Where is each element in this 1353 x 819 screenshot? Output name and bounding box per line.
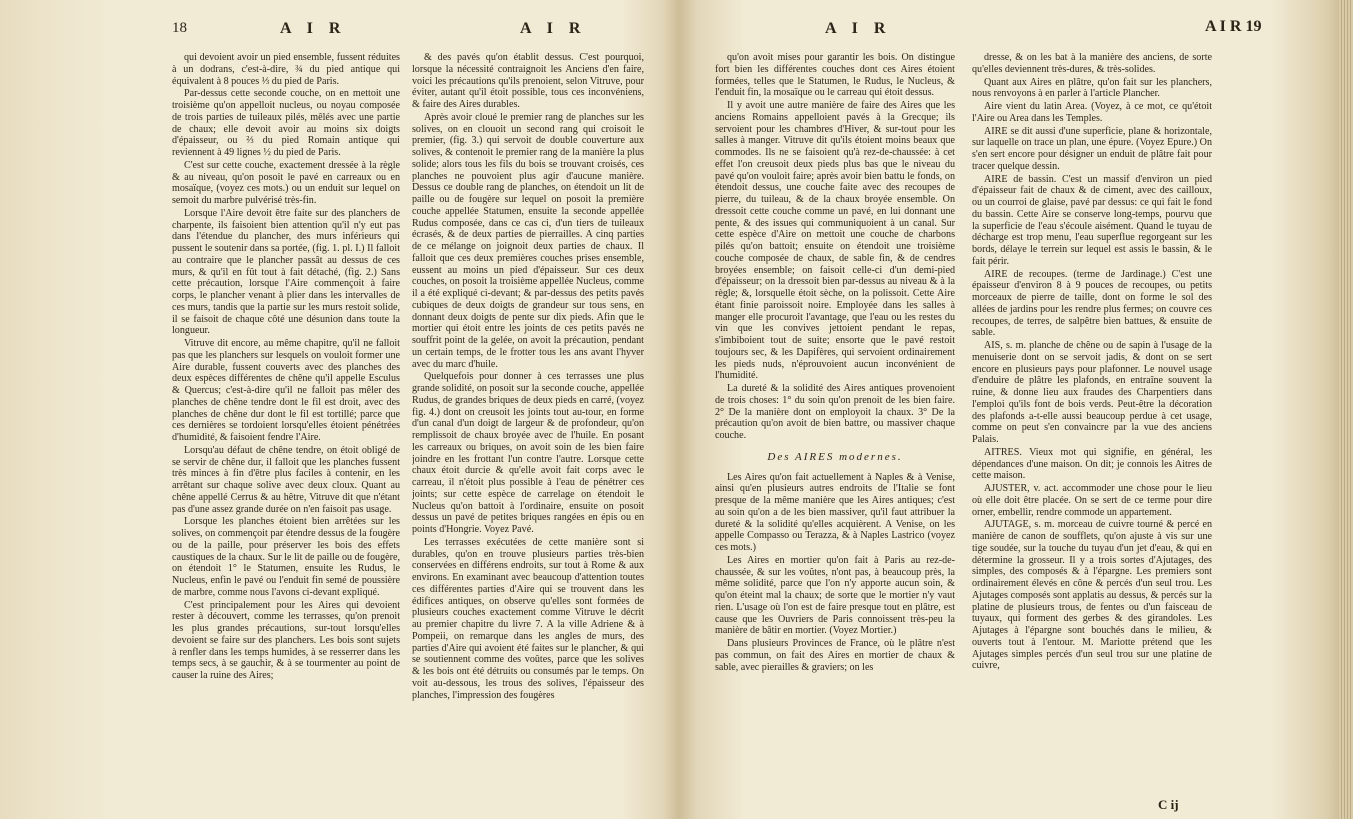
paragraph: dresse, & on les bat à la manière des anciens, de sorte qu'elles deviennent très-dures, & très-solides. xyxy=(972,52,1212,75)
right-page xyxy=(690,0,1295,819)
paragraph: Dans plusieurs Provinces de France, où le plâtre n'est pas commun, on fait des Aires en mortier de chaux & sable, avec pierailles & graviers; on les xyxy=(715,638,955,673)
paragraph: Il y avoit une autre manière de faire des Aires que les anciens Romains appelloient pavés à la Grecque; ils servoient pour les chambres d'Hiver, & sur-tout pour les salles à manger. Vitruve dit qu'ils étoient moins beaux que commodes. Ils ne se faisoient qu'à rez-de-chaussée: à cet effet l'on creusoit deux pieds plus bas que le niveau du pavé qu'on vouloit faire; après avoir bien battu le fonds, on étendoit dessus, une couche faite avec des recoupes de pierre, du tuileau, & de la chaux broyée ensemble. On dressoit cette couche comme un pavé, en lui donnant une pente, & des issues qui communiquoient à un canal. Sur cette espèce d'Aire on mettoit une couche de charbons pilés qu'on battoit; ensuite on étendoit une troisième couche composée de chaux, de sable fin, & de cendres broyées ensemble; on faisoit celle-ci d'un demi-pied d'épaisseur; on la dressoit bien par-dessus au niveau & à la règle; &, lorsquelle étoit sèche, on la polissoit. Cette Aire étant finie paroissoit noire. Employée dans les salles à manger elle procuroit l'avantage, que l'eau ou les restes du vin que les convives jettoient pendant le repas, s'imbiboient tout de suite; ensorte que le pavé restoit toujours sec, & les Dapifères, qui servoient ordinairement les pieds nuds, n'éprouvoient aucun inconvénient de l'humidité. xyxy=(715,100,955,382)
paragraph: C'est principalement pour les Aires qui devoient rester à découvert, comme les terrasses, qu'on prenoit les plus grandes précautions, sur-tout lorsqu'elles devoient se faire sur des planchers. Les bois sont sujets à renfler dans les temps humides, à se resserrer dans les temps secs, à se gauchir, & à se tourmenter au point de causer la ruine des Aires; xyxy=(172,599,400,681)
left-page xyxy=(120,0,665,819)
paragraph: Lorsqu'au défaut de chêne tendre, on étoit obligé de se servir de chêne dur, il falloit que les planches fussent très minces à fin d'être plus faciles à contenir, en les arrêtant sur chaque solive avec deux cloux. Quant au chêne appellé Cerrus & au hêtre, Vitruve dit que n'étant pas d'une assez grande durée on n'en faisoit pas usage. xyxy=(172,444,400,515)
paragraph: Lorsque l'Aire devoit être faite sur des planchers de charpente, ils faisoient bien attention qu'il n'y eut pas dans l'étendue du plancher, des murs inférieurs qui pussent le soutenir dans sa portée, (fig. 1. pl. I.) Il falloit au contraire que le plancher passât au dessus de ces murs, & qu'il en fût tout à fait détaché, (fig. 2.) Sans cette précaution, lorsque l'Aire commençoit à faire corps, le plancher venant à plier dans les intervalles de ces murs, tandis que la partie sur les murs restoit solide, il se faisoit de chaque côté une désunion dans toute la longueur. xyxy=(172,207,400,337)
paragraph: Quant aux Aires en plâtre, qu'on fait sur les planchers, nous renvoyons à en parler à l'article Plancher. xyxy=(972,76,1212,100)
paragraph: AIS, s. m. planche de chêne ou de sapin à l'usage de la menuiserie dont on se servoit jadis, & dont on se sert encore en plusieurs pays pour plafonner. Le nouvel usage d'enduire de plâtre les plafonds, en entraîne souvent la ruine, & donne lieu aux fraudes des Charpentiers dans l'emploi qu'ils font de bois verds. Peut-être la décoration des plafonds a-t-elle aussi beaucoup perdue à cet usage, comme on peut s'en convaincre par la vue des anciens Palais. xyxy=(972,340,1212,445)
left-column-1 xyxy=(172,52,400,805)
paragraph: Lorsque les planches étoient bien arrêtées sur les solives, on commençoit par étendre dessus de la fougère ou de la paille, pour préserver les bois des effets caustiques de la chaux. Sur le lit de paille ou de fougère, on étendoit 1° le Statumen, ensuite les Rudus, le Nucleus, enfin le pavé ou l'enduit fin semé de poussière de marbre, comme nous l'avons ci-devant expliqué. xyxy=(172,516,400,598)
paragraph: Les Aires en mortier qu'on fait à Paris au rez-de-chaussée, & sur les voûtes, n'ont pas, à beaucoup près, la même solidité, parce que l'on n'y apporte aucun soin, & qu'on éteint mal la chaux; de sorte que le mortier n'y vaut rien. L'usage où l'on est de faire presque tout en plâtre, est cause que les Ouvriers de Paris connoissent très-peu la manière de bâtir en mortier. (Voyez Mortier.) xyxy=(715,554,955,637)
catchword-mark: A I R 19 xyxy=(1205,18,1262,35)
paragraph: AJUSTER, v. act. accommoder une chose pour le lieu où elle doit être placée. On se sert de ce terme pour dire orner, embellir, rendre commode un appartement. xyxy=(972,483,1212,518)
paragraph: Les terrasses exécutées de cette manière sont si durables, qu'on en trouve plusieurs parties très-bien conservées en différens endroits, sur tout à Rome & aux environs. En examinant avec beaucoup d'attention toutes ces différentes parties d'Aire qui se trouvent dans les édifices antiques, on observe qu'elles sont formées de plusieurs couches exactement comme Vitruve le décrit au premier chapitre du livre 7. A la ville Adriene & à Pompeii, on remarque dans les angles de murs, des parties d'Aire qui avoient été faites sur le plancher, & qui se soutiennent comme des voûtes, parce que les solives & les bois ont été détruits ou consumés par le temps. On voit au-dessous, les trous des solives, l'épaisseur des planches, l'impression des fougères xyxy=(412,536,644,701)
paragraph: La dureté & la solidité des Aires antiques provenoient de trois choses: 1° du soin qu'on prenoit de les bien faire. 2° De la manière dont on employoit la chaux. 3° De la précaution qu'on avoit de bien battre, ou massiver chaque couche. xyxy=(715,383,955,441)
right-page-header xyxy=(690,20,1295,46)
right-column-1 xyxy=(715,52,955,805)
paragraph: Aire vient du latin Area. (Voyez, à ce mot, ce qu'étoit l'Aire ou Area dans les Temples. xyxy=(972,101,1212,124)
paragraph: Les Aires qu'on fait actuellement à Naples & à Venise, ainsi qu'en plusieurs autres endroits de l'Italie se font presque de la même manière que les Aires antiques; c'est au soin qu'on a de les bien massiver, qu'il faut attribuer la dureté & la solidité qu'elles acquièrent. A Venise, on les appelle Compasso ou Terazza, & à Naples Lastrico (voyez ces mots.) xyxy=(715,471,955,553)
page-signature: C ij xyxy=(1158,797,1179,812)
running-title-left-2: A I R xyxy=(520,20,587,37)
page-edges xyxy=(1339,0,1353,819)
paragraph: qui devoient avoir un pied ensemble, fussent réduites à un dodrans, c'est-à-dire, ¾ du pied antique qui équivalent à 8 pouces ⅓ du pied de Paris. xyxy=(172,52,400,87)
paragraph: Des AIRES modernes. xyxy=(767,450,903,463)
paragraph: qu'on avoit mises pour garantir les bois. On distingue fort bien les différentes couches dont ces Aires étoient formées, telles que le Statumen, le Rudus, le Nucleus, & l'enduit fin, la mosaïque ou le carreau qui étoit dessus. xyxy=(715,52,955,99)
paragraph: C'est sur cette couche, exactement dressée à la règle & au niveau, qu'on posoit le pavé en carreaux ou en mosaïque, (voyez ces mots.) ou un enduit sur lequel on semoit du marbre pulvérisé très-fin. xyxy=(172,159,400,206)
right-column-2 xyxy=(972,52,1212,805)
running-title-right: A I R xyxy=(825,20,892,37)
paragraph: Par-dessus cette seconde couche, on en mettoit une troisième qu'on appelloit nucleus, ou noyau composée de trois parties de tuileaux pilés, mêlés avec une partie de chaux; elle devoit avoir au moins six doigts d'épaisseur, ou ⅔ du pied Romain antique qui reviennent à 49 lignes ½ du pied de Paris. xyxy=(172,88,400,158)
left-page-header xyxy=(120,20,665,46)
paragraph: Quelquefois pour donner à ces terrasses une plus grande solidité, on posoit sur la seconde couche, appellée Rudus, de grandes briques de deux pieds en carré, (voyez fig. 4.) dont on creusoit les joints tout au-tour, en forme d'un canal d'un doigt de largeur & de profondeur, qu'on remplissoit de chaux broyée avec de l'huile. En posant les carreaux ou briques, on avoit soin de les bien faire joindre en les frottant l'un contre l'autre. Lorsque cette chaux étoit durcie & qu'elle avoit fait corps avec le carreau, il n'étoit plus possible à l'eau de pénétrer ces joints; sur cette espèce de carrelage on étendoit le Nucleus qu'on battoit à l'ordinaire, ensuite on posoit dessus un pavé de petites briques rangées en épis ou en points d'Hongrie. Voyez Pavé. xyxy=(412,371,644,535)
left-column-2 xyxy=(412,52,644,805)
paragraph: & des pavés qu'on établit dessus. C'est pourquoi, lorsque la nécessité contraignoit les Anciens d'en faire, voici les précautions qu'ils prenoient, selon Vitruve, pour éviter, autant qu'il étoit possible, tous ces inconvéniens, & faire des Aires durables. xyxy=(412,52,644,110)
paragraph: AITRES. Vieux mot qui signifie, en général, les dépendances d'une maison. On dit; je connois les Aitres de cette maison. xyxy=(972,446,1212,482)
paragraph: AIRE de recoupes. (terme de Jardinage.) C'est une épaisseur d'environ 8 à 9 pouces de recoupes, ou petits morceaux de pierre de taille, dont on forme le sol des allées de jardins pour les rendre plus fermes; on couvre ces recoupes, de terres, de salpêtre bien battues, & ensuite de sable. xyxy=(972,268,1212,339)
paragraph: AJUTAGE, s. m. morceau de cuivre tourné & percé en manière de canon de soufflets, qu'on ajuste à vis sur une tige soudée, sur la touche du tuyau d'un jet d'eau, & qui en détermine la grosseur. Il y a trois sortes d'Ajutages, des simples, des composés & à l'épargne. Les premiers sont ordinairement élevés en cône & percés d'un seul trou. Les Ajutages composés sont applatis au dessus, & percés sur la platine de plusieurs trous, de fentes ou d'un faisceau de tuyaux, qui forment des gerbes & des girandoles. Les Ajutages à l'épargne sont bouchés dans le milieu, & ouverts tout à l'entour. M. Mariotte prétend que les Ajutages simples percés d'un seul trou sur une platine de cuivre, xyxy=(972,519,1212,672)
paragraph: Vitruve dit encore, au même chapitre, qu'il ne falloit pas que les planchers sur lesquels on vouloit former une Aire durable, fussent couverts avec des planches des deux espèces différentes de chêne qu'il appelle Esculus & Quercus; c'est-à-dire qu'il ne falloit pas mêler des planches de chêne tendre dont le fil est droit, avec des planches de chêne dur dont le fil est tortillé; parce que ces dernières se tordoient lorsqu'elles étoient pénétrées d'humidité, & faisoient fendre l'Aire. xyxy=(172,338,400,443)
paragraph: AIRE de bassin. C'est un massif d'environ un pied d'épaisseur fait de chaux & de ciment, avec des cailloux, ou un courroi de glaise, pavé par dessus: ce qui fait le fond du bassin. Cette Aire se conserve long-temps, pourvu que la superficie de l'eau s'écoule aisément. Quand le tuyau de décharge est trop menu, l'eau superflue regorgeant sur les bords, délaye le terrein sur lequel est assis le bassin, & le fait périr. xyxy=(972,173,1212,267)
paragraph: Après avoir cloué le premier rang de planches sur les solives, on en clouoit un second rang qui croisoit le premier, (fig. 3.) qui servoit de double couverture aux solives, & contenoit le premier rang de la manière la plus solide; alors tous les fils du bois se trouvant croisés, ces planches ne pouvoient plus agir d'aucune manière. Dessus ce double rang de planches, on étendoit un lit de paille ou de fougère sur lequel on posoit la première couche appellée Statumen, ensuite la seconde appellée Rudus composée, dans ce cas ci, d'un tiers de tuileaux écrasés, & de deux parties de pierrailles. A cinq parties de ce mélange on joignoit deux parties de chaux. Il falloit que ces deux premières couches prises ensemble, eussent au moins un pied d'épaisseur. Sur ces deux couches, on posoit la troisième appellée Nucleus, comme il a été expliqué ci-devant; & par-dessus des petits pavés cubiques de deux doigts de grandeur sur tous sens, en donnant deux doigts de pente sur dix pieds. Afin que le mortier qui étoit entre les joints de ces petits pavés ne souffrit point de la gelée, on avoit la précaution, pendant un certain temps, de le frotter tous les ans avant l'hyver avec du marc d'huile. xyxy=(412,111,644,370)
paragraph: AIRE se dit aussi d'une superficie, plane & horizontale, sur laquelle on trace un plan, une épure. (Voyez Epure.) On s'en sert encore pour désigner un enduit de plâtre fait pour tracer quelque dessin. xyxy=(972,125,1212,172)
running-title-left: A I R xyxy=(280,20,347,37)
page-number: 18 xyxy=(172,20,187,36)
